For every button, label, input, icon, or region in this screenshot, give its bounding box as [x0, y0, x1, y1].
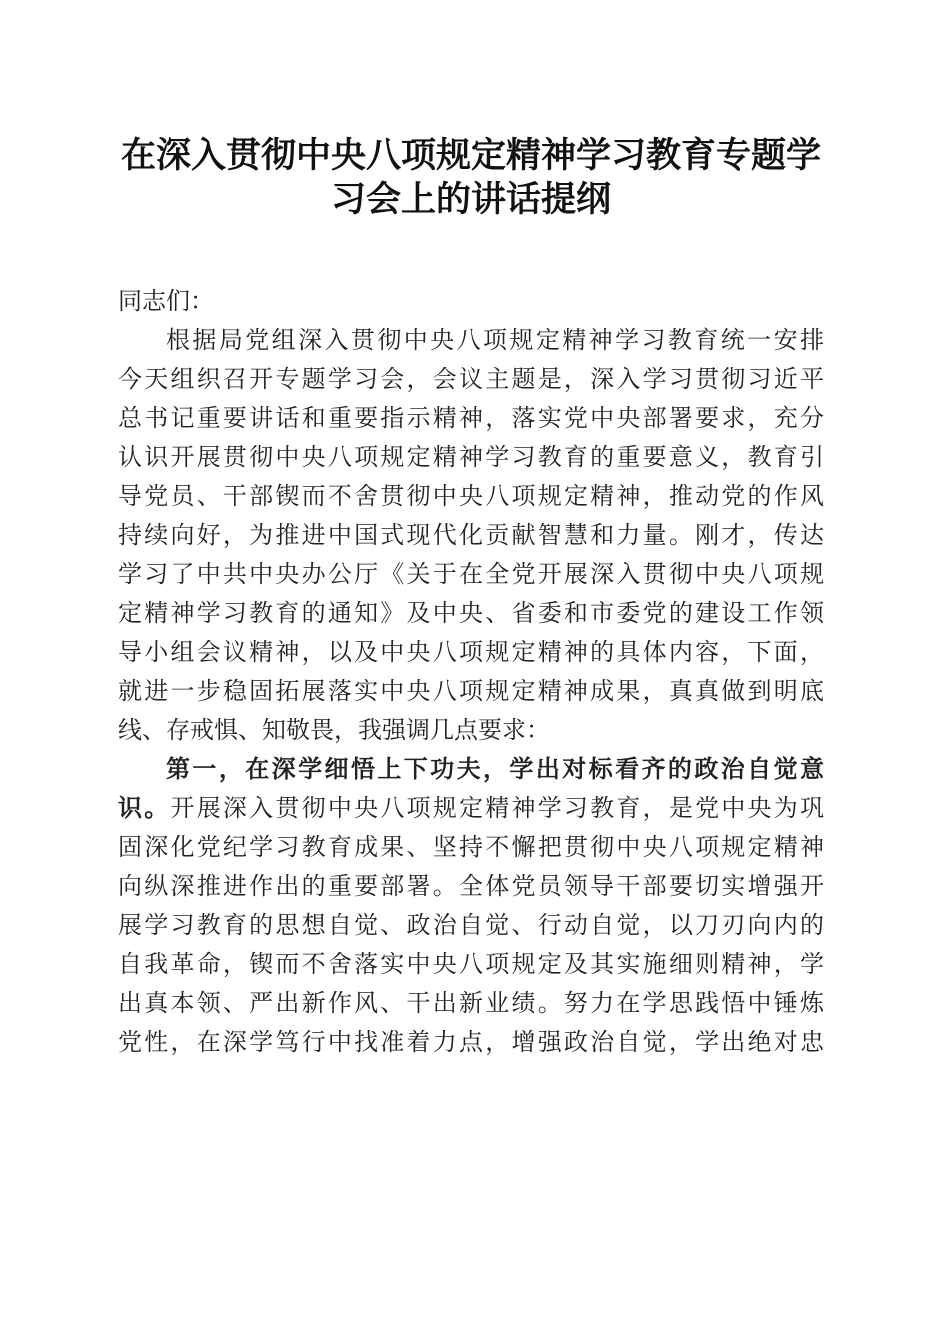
paragraph-line: 就进一步稳固拓展落实中央八项规定精神成果，真真做到明底: [118, 677, 824, 705]
document-page: [118, 134, 824, 1062]
paragraph-line: 学习了中共中央办公厅《关于在全党开展深入贯彻中央八项规: [118, 560, 824, 588]
paragraph-line: 出真本领、严出新作风、干出新业绩。努力在学思践悟中锤炼: [118, 989, 824, 1017]
paragraph-line: 总书记重要讲话和重要指示精神，落实党中央部署要求，充分: [118, 404, 824, 432]
paragraph-line: [118, 789, 824, 828]
paragraph-line: 今天组织召开专题学习会，会议主题是，深入学习贯彻习近平: [118, 365, 824, 393]
paragraph-2: [118, 750, 824, 1062]
document-body: [118, 282, 824, 1062]
title-line-2: 习会上的讲话提纲: [330, 179, 611, 220]
paragraph-line-rest: 开展深入贯彻中央八项规定精神学习教育，是党中央为巩: [170, 794, 825, 822]
document-title: [118, 134, 824, 222]
paragraph-line: 导小组会议精神，以及中央八项规定精神的具体内容，下面，: [118, 638, 824, 666]
paragraph-line: 持续向好，为推进中国式现代化贡献智慧和力量。刚才，传达: [118, 521, 824, 549]
paragraph-line: 定精神学习教育的通知》及中央、省委和市委党的建设工作领: [118, 599, 824, 627]
paragraph-line: 固深化党纪学习教育成果、坚持不懈把贯彻中央八项规定精神: [118, 833, 824, 861]
section-heading-end: 识。: [118, 794, 171, 822]
paragraph-line: 认识开展贯彻中央八项规定精神学习教育的重要意义，教育引: [118, 443, 824, 471]
paragraph-line: 根据局党组深入贯彻中央八项规定精神学习教育统一安排: [166, 326, 824, 354]
paragraph-line: 导党员、干部锲而不舍贯彻中央八项规定精神，推动党的作风: [118, 482, 824, 510]
title-line-1: 在深入贯彻中央八项规定精神学习教育专题学: [120, 135, 821, 176]
paragraph-line: 展学习教育的思想自觉、政治自觉、行动自觉，以刀刃向内的: [118, 911, 824, 939]
paragraph-line: 向纵深推进作出的重要部署。全体党员领导干部要切实增强开: [118, 872, 824, 900]
paragraph-line: 党性，在深学笃行中找准着力点，增强政治自觉，学出绝对忠: [118, 1028, 824, 1056]
salutation: 同志们：: [118, 287, 214, 315]
section-heading: 第一，在深学细悟上下功夫，学出对标看齐的政治自觉意: [166, 755, 824, 783]
paragraph-line: 自我革命，锲而不舍落实中央八项规定及其实施细则精神，学: [118, 950, 824, 978]
paragraph-line: 线、存戒惧、知敬畏，我强调几点要求：: [118, 716, 550, 744]
paragraph-1: [118, 321, 824, 750]
